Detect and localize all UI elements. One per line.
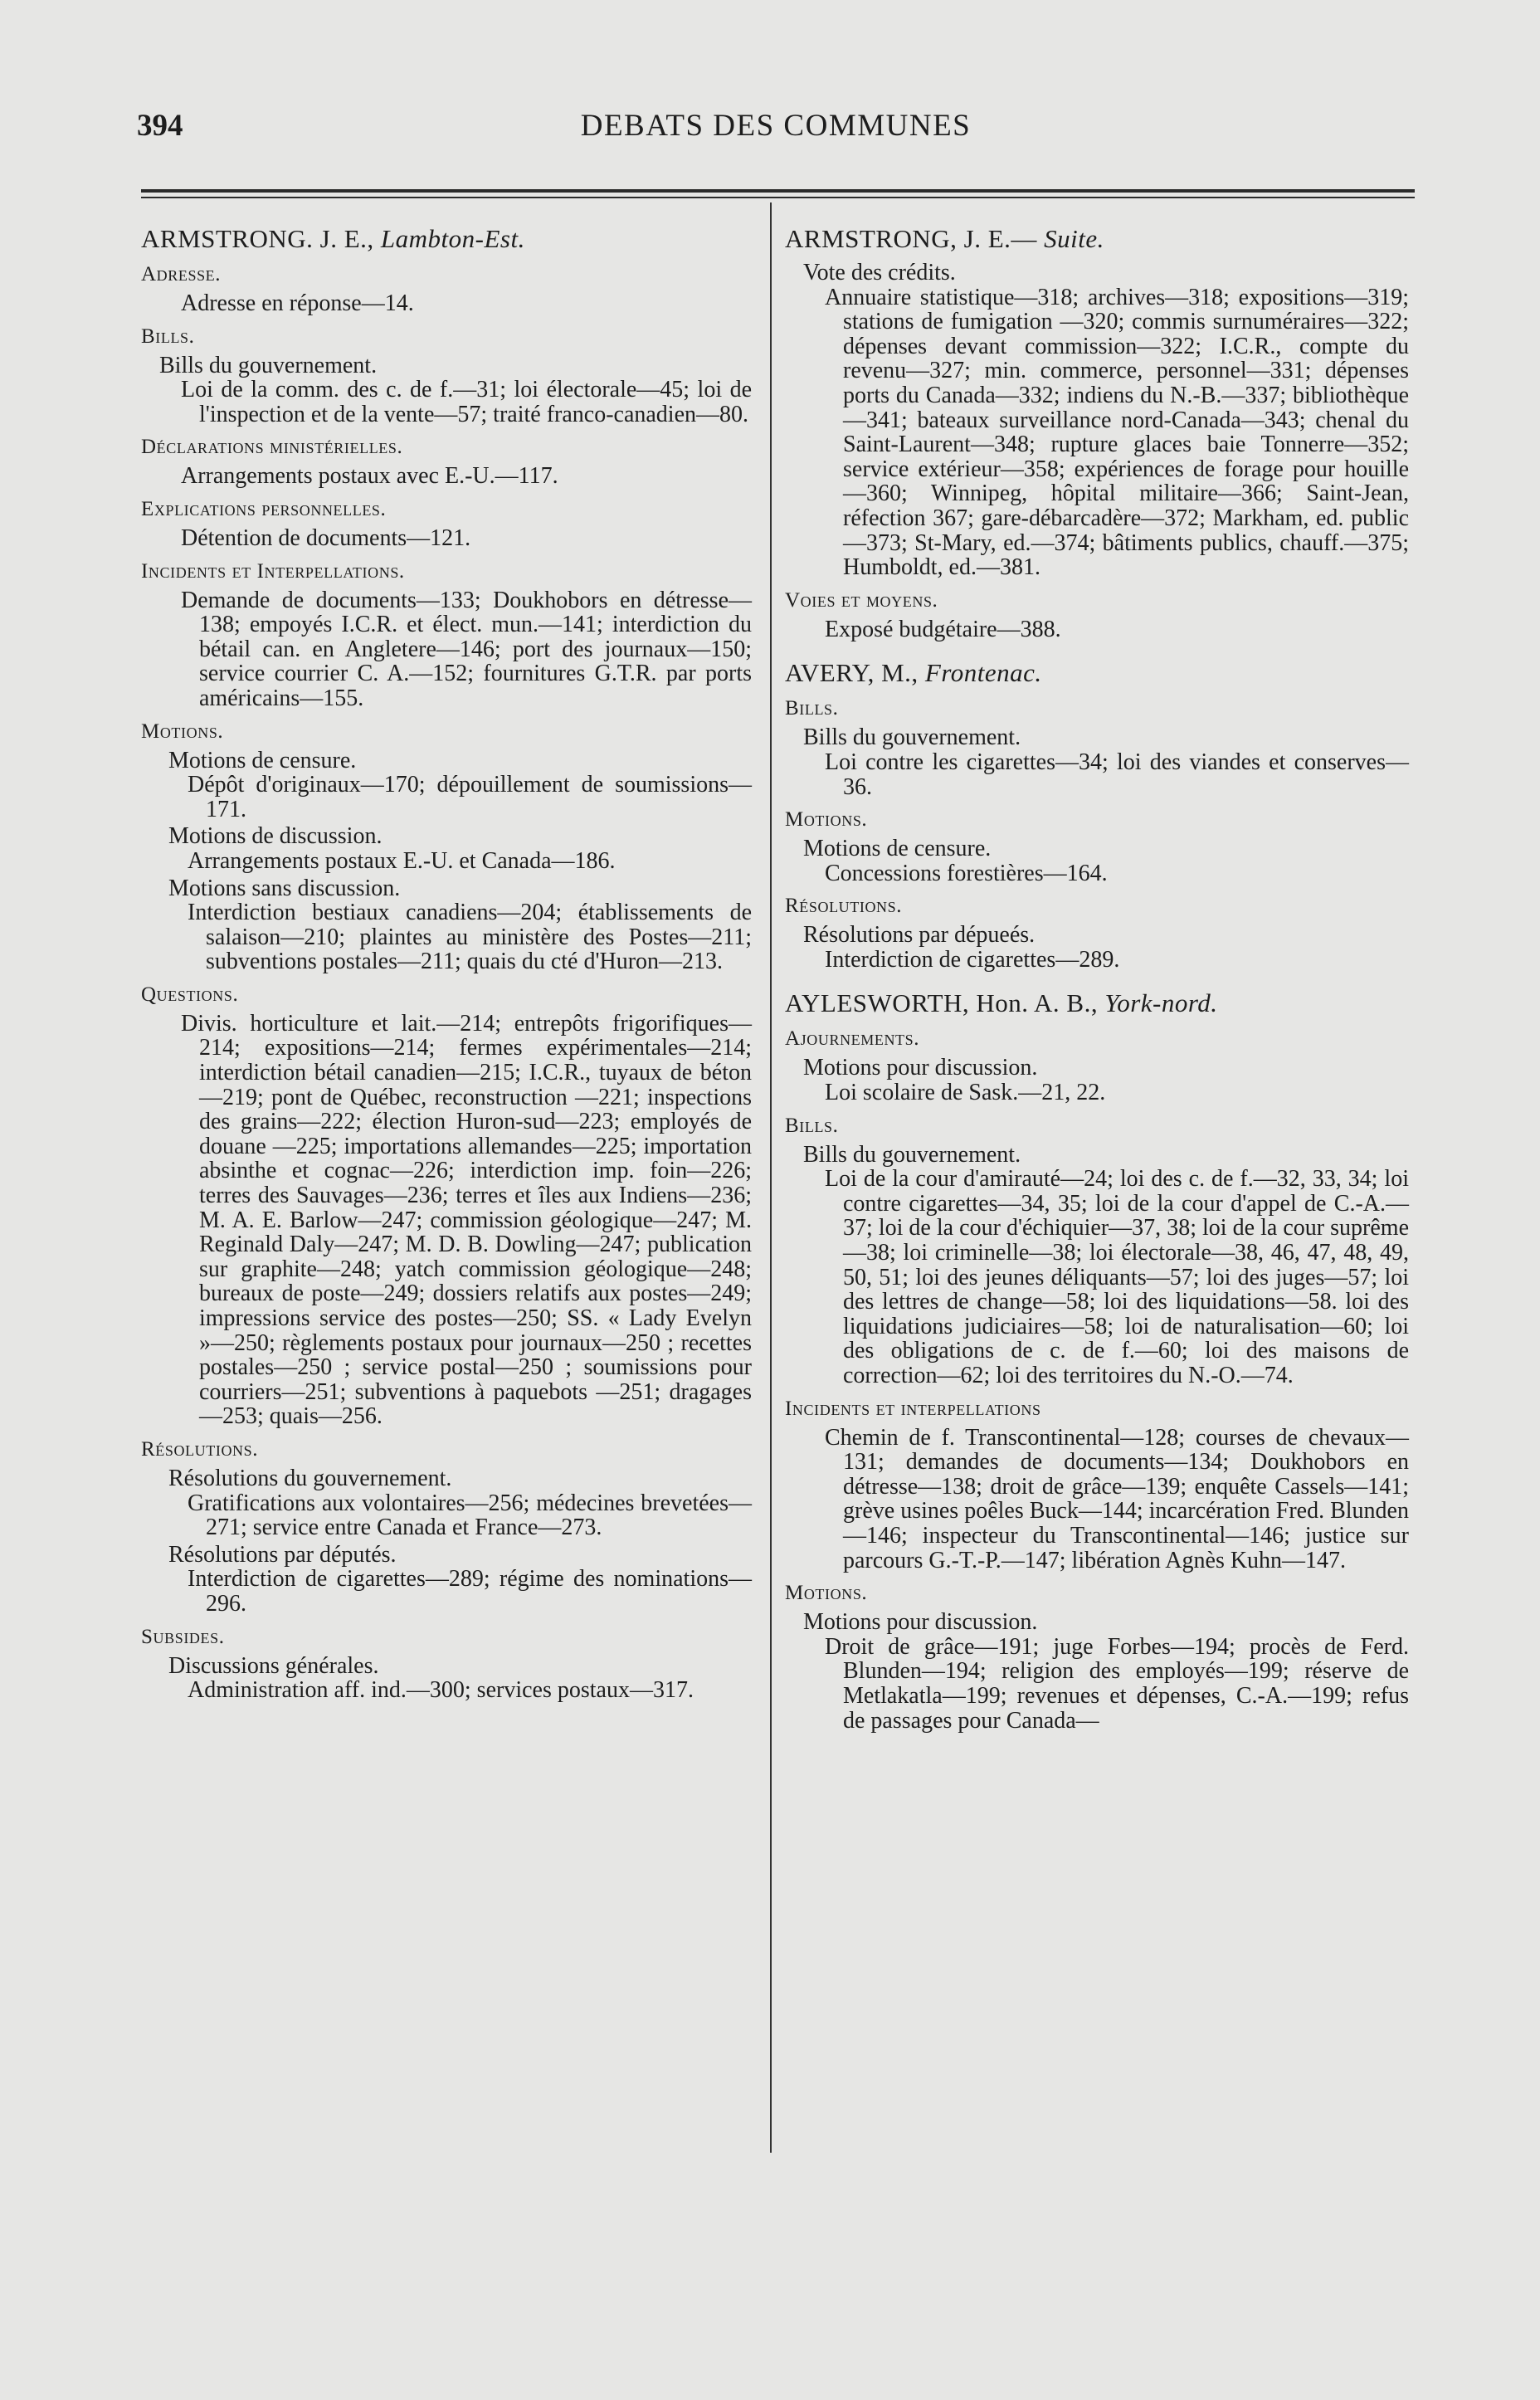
- section-label: Incidents et interpellations: [785, 1397, 1041, 1420]
- subheading: Résolutions du gouvernement.: [168, 1465, 452, 1491]
- index-entry: Adresse en réponse—14.: [181, 290, 414, 316]
- subheading: Motions pour discussion.: [803, 1609, 1038, 1636]
- entry-name: AYLESWORTH, Hon. A. B.,: [785, 988, 1099, 1018]
- subheading: Motions de censure.: [803, 836, 992, 862]
- section-label: Résolutions.: [141, 1437, 259, 1461]
- section-label: Résolutions.: [785, 895, 903, 918]
- index-entry: Gratifications aux volontaires—256; médecines brevetées—271; service entre Canada et France—273.: [188, 1490, 752, 1541]
- index-section: [141, 719, 752, 974]
- index-entry: Divis. horticulture et lait.—214; entrepôts frigorifiques—214; expositions—214; fermes expérimentales—214; interdiction bétail canadien—215; I.C.R., tuyaux de béton—219; pont de Québec, reconstruction —221; inspections des grains—222; élection Huron-sud—223; employés de douane —225; importations allemandes—225; importation absinthe et cognac—226; interdiction imp. foin—226; terres des Sauvages—236; terres et îles aux Indiens—236; M. A. E. Barlow—247; commission géologique—247; M. Reginald Daly—247; M. D. B. Dowling—247; publication sur graphite—248; yatch commission géologique—248; bureaux de poste—249; dossiers relatifs aux postes—249; impressions service des postes—250; SS. « Lady Evelyn »—250; règlements postaux pour journaux—250 ; recettes postales—250 ; service postal—250 ; soumissions pour courriers—251; subventions à paquebots —251; dragages—253; quais—256.: [181, 1010, 752, 1430]
- index-section: [785, 261, 1409, 580]
- index-entry: Droit de grâce—191; juge Forbes—194; procès de Ferd. Blunden—194; religion des employés—199; réserve de Metlakatla—199; revenues et dépenses, C.-A.—199; refus de passages pour Canada—: [825, 1633, 1409, 1734]
- entry-heading: [785, 658, 1409, 688]
- subheading: Motions de discussion.: [168, 823, 383, 850]
- subheading: Vote des crédits.: [803, 260, 956, 285]
- index-section: [785, 695, 1409, 799]
- index-section: [141, 261, 752, 316]
- index-entry: Loi contre les cigarettes—34; loi des viandes et conserves—36.: [825, 749, 1409, 800]
- section-label: Adresse.: [141, 263, 222, 285]
- section-label: Voies et moyens.: [785, 588, 938, 612]
- section-label: Motions.: [785, 1582, 868, 1605]
- entry-place: Frontenac.: [924, 658, 1042, 688]
- index-entry: Loi scolaire de Sask.—21, 22.: [825, 1080, 1106, 1106]
- index-section: [141, 982, 752, 1429]
- subheading: Résolutions par députés.: [168, 1541, 397, 1568]
- subheading: Motions de censure.: [168, 747, 357, 773]
- subheading: Résolutions par dépueés.: [803, 922, 1036, 949]
- section-label: Explications personnelles.: [141, 497, 387, 520]
- index-entry: Loi de la comm. des c. de f.—31; loi électorale—45; loi de l'inspection et de la vente—57; traité franco-canadien—80.: [181, 377, 752, 427]
- entry-name: ARMSTRONG. J. E.,: [141, 224, 374, 253]
- index-entry: Concessions forestières—164.: [825, 860, 1108, 886]
- index-entry: Arrangements postaux E.-U. et Canada—186.: [188, 847, 616, 874]
- subheading: Bills du gouvernement.: [803, 1141, 1021, 1168]
- index-entry: Interdiction de cigarettes—289.: [825, 946, 1120, 973]
- index-section: [141, 1624, 752, 1703]
- subheading: Discussions générales.: [168, 1652, 379, 1679]
- left-column: [141, 224, 752, 1703]
- section-label: Ajournements.: [785, 1027, 920, 1051]
- right-column: [785, 224, 1409, 1733]
- index-entry: Arrangements postaux avec E.-U.—117.: [181, 463, 558, 490]
- entry-place: York-nord.: [1104, 988, 1218, 1018]
- entry-heading: [785, 988, 1409, 1018]
- index-section: [785, 893, 1409, 972]
- section-label: Bills.: [141, 324, 195, 348]
- entry-name: AVERY, M.,: [785, 658, 919, 688]
- index-section: [785, 807, 1409, 885]
- section-label: Incidents et Interpellations.: [141, 559, 405, 583]
- entry-heading: [141, 224, 752, 254]
- page-header: [137, 108, 1415, 166]
- index-section: [785, 1580, 1409, 1733]
- index-entry: Demande de documents—133; Doukhobors en détresse—138; empoyés I.C.R. et élect. mun.—141; interdiction du bétail can. en Angletere—146; port des journaux—150; service courrier C. A.—152; fournitures G.T.R. par ports américains—155.: [181, 587, 752, 711]
- index-entry: Interdiction bestiaux canadiens—204; établissements de salaison—210; plaintes au ministère des Postes—211; subventions postales—211; quais du cté d'Huron—213.: [188, 900, 752, 975]
- entry-place: Lambton-Est.: [380, 224, 525, 253]
- running-title: DEBATS DES COMMUNES: [580, 109, 972, 143]
- subheading: Bills du gouvernement.: [159, 352, 378, 378]
- index-entry: Annuaire statistique—318; archives—318; expositions—319; stations de fumigation —320; commis surnuméraires—322; dépenses devant commission—322; I.C.R., compte du revenu—327; min. commerce, personnel—331; dépenses ports du Canada—332; indiens du N.-B.—337; bibliothèque—341; bateaux surveillance nord-Canada—343; chenal du Saint-Laurent—348; rupture glaces baie Tonnerre—352; service extérieur—358; expériences de forage pour houille—360; Winnipeg, hôpital militaire—366; Saint-Jean, réfection 367; gare-débarcadère—372; Markham, ed. public—373; St-Mary, ed.—374; bâtiments publics, chauff.—375; Humboldt, ed.—381.: [825, 284, 1409, 581]
- section-label: Bills.: [785, 1114, 839, 1137]
- index-entry: Administration aff. ind.—300; services postaux—317.: [188, 1677, 694, 1704]
- index-entry: Loi de la cour d'amirauté—24; loi des c. de f.—32, 33, 34; loi contre cigarettes—34, 35; loi de la cour d'appel de C.-A.—37; loi de la cour d'échiquier—37, 38; loi de la cour suprême—38; loi criminelle—38; loi électorale—38, 46, 47, 48, 49, 50, 51; loi des jeunes déliquants—57; loi des juges—57; loi des lettres de change—58; loi des liquidations—58. loi des liquidations judiciaires—58; loi de naturalisation—60; loi des obligations de c. de f.—60; loi des maisons de correction—62; loi des territoires du N.-O.—74.: [825, 1166, 1409, 1388]
- subheading: Bills du gouvernement.: [803, 724, 1021, 751]
- header-rule-thin: [141, 197, 1415, 198]
- index-entry: Interdiction de cigarettes—289; régime des nominations—296.: [188, 1566, 752, 1617]
- index-entry: Exposé budgétaire—388.: [825, 616, 1061, 642]
- subheading: Motions sans discussion.: [168, 875, 401, 901]
- section-label: Motions.: [141, 720, 224, 743]
- section-label: Subsides.: [141, 1625, 225, 1648]
- index-section: [785, 1396, 1409, 1573]
- index-section: [785, 1113, 1409, 1388]
- index-section: [141, 324, 752, 427]
- entry-name: ARMSTRONG, J. E.—: [785, 224, 1037, 253]
- index-section: [141, 434, 752, 489]
- index-section: [785, 1026, 1409, 1105]
- header-rule-thick: [141, 189, 1415, 193]
- index-entry: Détention de documents—121.: [181, 524, 471, 551]
- index-section: [141, 1437, 752, 1617]
- index-entry: Chemin de f. Transcontinental—128; courses de chevaux—131; demandes de documents—134; Doukhobors en détresse—138; droit de grâce—139; enquête Cassels—141; grève usines poêles Buck—144; incarcération Fred. Blunden—146; inspecteur du Transcontinental—146; justice sur parcours G.-T.-P.—147; libération Agnès Kuhn—147.: [825, 1424, 1409, 1573]
- page-number: 394: [137, 109, 183, 143]
- entry-place: Suite.: [1044, 224, 1104, 253]
- section-label: Bills.: [785, 697, 839, 720]
- index-section: [785, 588, 1409, 642]
- subheading: Motions pour discussion.: [803, 1055, 1038, 1081]
- index-entry: Dépôt d'originaux—170; dépouillement de soumissions—171.: [188, 772, 752, 822]
- index-section: [141, 496, 752, 551]
- entry-heading: [785, 224, 1409, 254]
- section-label: Déclarations ministérielles.: [141, 436, 403, 459]
- column-divider: [770, 202, 772, 2153]
- section-label: Questions.: [141, 983, 239, 1006]
- index-section: [141, 559, 752, 711]
- section-label: Motions.: [785, 808, 868, 832]
